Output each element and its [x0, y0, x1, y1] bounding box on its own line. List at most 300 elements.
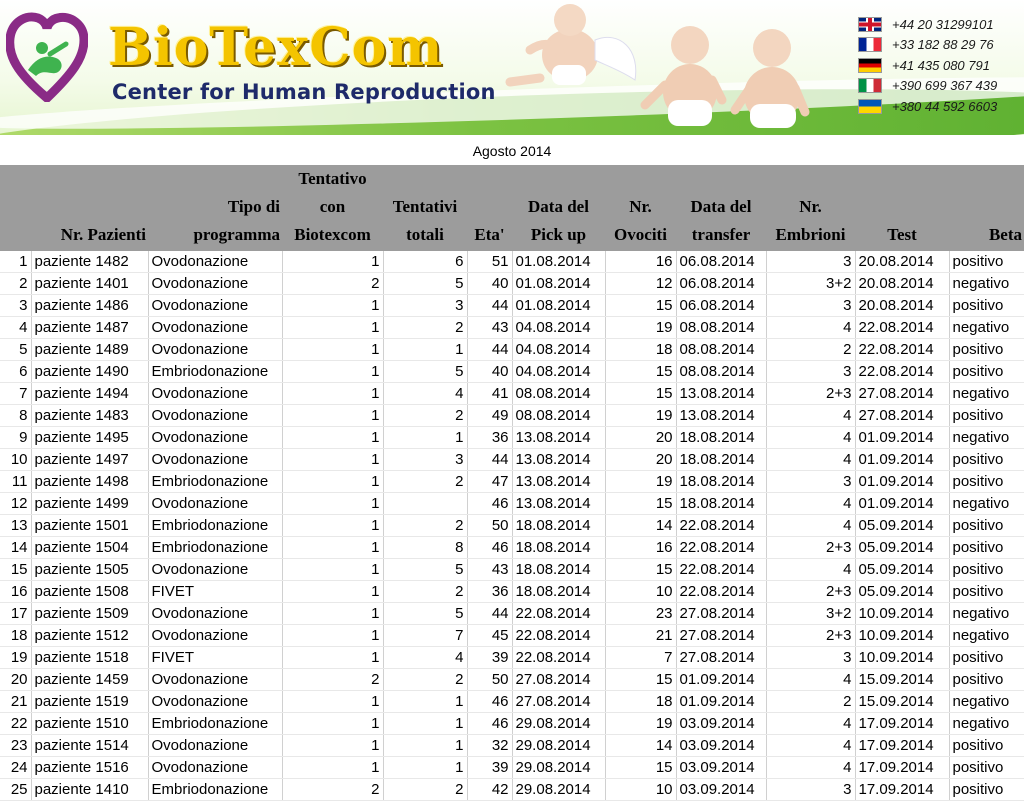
table-cell: 2+3 [766, 537, 855, 559]
phone-row[interactable] [858, 76, 997, 97]
table-cell: 36 [467, 427, 512, 449]
table-cell: 27.08.2014 [512, 691, 605, 713]
table-cell: 15 [605, 669, 676, 691]
table-cell: paziente 1490 [31, 361, 148, 383]
table-cell: 19 [605, 713, 676, 735]
table-cell: 03.09.2014 [676, 713, 766, 735]
table-cell: Ovodonazione [148, 691, 282, 713]
table-row [0, 625, 1024, 647]
table-cell: 5 [383, 273, 467, 295]
babies-illustration [500, 0, 840, 135]
table-cell: 1 [282, 493, 383, 515]
table-cell: 1 [282, 361, 383, 383]
table-cell: 41 [467, 383, 512, 405]
table-cell: 22.08.2014 [855, 361, 949, 383]
table-cell: 23 [605, 603, 676, 625]
table-cell: 20.08.2014 [855, 251, 949, 273]
table-cell: 18.08.2014 [512, 581, 605, 603]
table-cell: 40 [467, 273, 512, 295]
table-cell: paziente 1510 [31, 713, 148, 735]
italy-flag-icon [858, 78, 882, 93]
table-cell: 27.08.2014 [676, 625, 766, 647]
table-cell: paziente 1410 [31, 779, 148, 801]
table-cell: positivo [949, 515, 1024, 537]
table-row [0, 295, 1024, 317]
table-cell: 10.09.2014 [855, 625, 949, 647]
table-cell: 05.09.2014 [855, 559, 949, 581]
table-cell: 1 [282, 647, 383, 669]
table-cell: 19 [605, 405, 676, 427]
phone-row[interactable] [858, 35, 997, 56]
table-cell: FIVET [148, 581, 282, 603]
table-cell: paziente 1514 [31, 735, 148, 757]
table-cell: 1 [282, 559, 383, 581]
table-cell: 05.09.2014 [855, 581, 949, 603]
table-cell: negativo [949, 317, 1024, 339]
ukraine-flag-icon [858, 99, 882, 114]
results-table [0, 165, 1024, 801]
table-cell: 2 [383, 405, 467, 427]
table-cell: 22.08.2014 [512, 647, 605, 669]
table-row [0, 735, 1024, 757]
table-cell: 01.08.2014 [512, 273, 605, 295]
table-cell: 21 [605, 625, 676, 647]
table-cell: 12 [0, 493, 31, 515]
column-header: Nr. Pazienti [31, 165, 148, 251]
table-cell: 18.08.2014 [676, 471, 766, 493]
table-cell: 5 [383, 559, 467, 581]
table-cell: 1 [282, 625, 383, 647]
table-cell: 18 [605, 339, 676, 361]
table-row [0, 317, 1024, 339]
table-cell: 1 [282, 383, 383, 405]
table-cell: Ovodonazione [148, 603, 282, 625]
table-cell: Ovodonazione [148, 251, 282, 273]
column-header: Nr. Ovociti [605, 165, 676, 251]
table-cell: 13.08.2014 [512, 449, 605, 471]
table-cell: 17.09.2014 [855, 713, 949, 735]
table-cell: Ovodonazione [148, 735, 282, 757]
table-cell: paziente 1486 [31, 295, 148, 317]
table-cell: 01.09.2014 [855, 493, 949, 515]
table-cell: paziente 1501 [31, 515, 148, 537]
table-cell: 08.08.2014 [512, 405, 605, 427]
table-cell: Ovodonazione [148, 493, 282, 515]
table-cell: 47 [467, 471, 512, 493]
table-cell: 01.09.2014 [855, 427, 949, 449]
table-cell: 13.08.2014 [676, 405, 766, 427]
phone-number: +390 699 367 439 [892, 78, 998, 94]
table-cell: 20 [0, 669, 31, 691]
table-cell: 08.08.2014 [676, 361, 766, 383]
table-cell: 27.08.2014 [855, 405, 949, 427]
table-cell: 1 [383, 339, 467, 361]
table-row [0, 757, 1024, 779]
table-cell: Embriodonazione [148, 713, 282, 735]
table-cell: 15 [605, 493, 676, 515]
table-cell: 1 [282, 295, 383, 317]
table-cell: 2 [383, 515, 467, 537]
table-row [0, 273, 1024, 295]
table-cell: 14 [0, 537, 31, 559]
table-row [0, 471, 1024, 493]
table-cell: positivo [949, 449, 1024, 471]
table-cell: 1 [282, 251, 383, 273]
table-cell: 43 [467, 559, 512, 581]
table-cell: 1 [282, 735, 383, 757]
table-cell: 39 [467, 647, 512, 669]
table-cell: 15 [605, 757, 676, 779]
table-cell: 13.08.2014 [512, 471, 605, 493]
table-cell: 45 [467, 625, 512, 647]
table-cell: 18.08.2014 [512, 515, 605, 537]
table-cell: positivo [949, 537, 1024, 559]
table-cell: 20.08.2014 [855, 273, 949, 295]
table-cell: negativo [949, 427, 1024, 449]
table-cell: 01.09.2014 [676, 691, 766, 713]
table-row [0, 493, 1024, 515]
table-cell: 25 [0, 779, 31, 801]
table-cell: 22.08.2014 [676, 537, 766, 559]
table-cell: 2 [766, 339, 855, 361]
brand-name: BioTexCom [108, 17, 444, 78]
table-cell: 19 [605, 471, 676, 493]
table-cell: paziente 1494 [31, 383, 148, 405]
table-cell: 1 [383, 757, 467, 779]
table-cell: 6 [0, 361, 31, 383]
table-cell: 18.08.2014 [676, 493, 766, 515]
uk-flag-icon [858, 17, 882, 32]
table-cell: 29.08.2014 [512, 713, 605, 735]
column-header: Data del Pick up [512, 165, 605, 251]
phone-number: +41 435 080 791 [892, 57, 990, 73]
table-cell: 08.08.2014 [676, 339, 766, 361]
table-cell: negativo [949, 493, 1024, 515]
table-cell: 46 [467, 537, 512, 559]
column-header: Test [855, 165, 949, 251]
table-row [0, 339, 1024, 361]
table-row [0, 603, 1024, 625]
table-cell: positivo [949, 779, 1024, 801]
table-cell: positivo [949, 581, 1024, 603]
table-cell: 06.08.2014 [676, 273, 766, 295]
table-cell: 50 [467, 669, 512, 691]
table-cell: paziente 1459 [31, 669, 148, 691]
table-cell: 10 [0, 449, 31, 471]
table-cell: positivo [949, 471, 1024, 493]
column-header: Beta [949, 165, 1024, 251]
table-cell: 1 [383, 713, 467, 735]
table-cell: 11 [0, 471, 31, 493]
table-cell: paziente 1497 [31, 449, 148, 471]
table-cell: Embriodonazione [148, 779, 282, 801]
table-cell: 2 [0, 273, 31, 295]
table-cell: 3 [383, 449, 467, 471]
table-row [0, 559, 1024, 581]
table-cell: paziente 1508 [31, 581, 148, 603]
table-cell: 7 [605, 647, 676, 669]
table-cell: 21 [0, 691, 31, 713]
table-cell: 10 [605, 581, 676, 603]
table-cell: 2 [282, 779, 383, 801]
table-cell: 06.08.2014 [676, 295, 766, 317]
table-cell: 42 [467, 779, 512, 801]
table-row [0, 515, 1024, 537]
table-cell: 01.09.2014 [676, 669, 766, 691]
phone-list [858, 14, 997, 117]
table-cell: 7 [0, 383, 31, 405]
table-cell: 6 [383, 251, 467, 273]
table-cell: 18.08.2014 [512, 559, 605, 581]
table-cell: 2 [383, 669, 467, 691]
table-cell: 4 [766, 449, 855, 471]
table-cell: 2 [282, 669, 383, 691]
table-cell: 15 [605, 383, 676, 405]
table-cell: 08.08.2014 [676, 317, 766, 339]
table-cell: 22.08.2014 [512, 625, 605, 647]
brand-tagline: Center for Human Reproduction [112, 80, 496, 104]
table-cell: 27.08.2014 [676, 603, 766, 625]
table-cell: 2+3 [766, 581, 855, 603]
table-cell: 14 [605, 515, 676, 537]
phone-row[interactable] [858, 96, 997, 117]
table-cell: Ovodonazione [148, 449, 282, 471]
table-cell: negativo [949, 713, 1024, 735]
table-cell: 1 [282, 515, 383, 537]
table-cell: 15.09.2014 [855, 669, 949, 691]
phone-number: +44 20 31299101 [892, 16, 994, 32]
table-cell: positivo [949, 361, 1024, 383]
column-header: Tentativi totali [383, 165, 467, 251]
germany-flag-icon [858, 58, 882, 73]
table-cell: 04.08.2014 [512, 317, 605, 339]
table-cell: 18 [0, 625, 31, 647]
table-cell: 2 [282, 273, 383, 295]
phone-row[interactable] [858, 55, 997, 76]
table-cell: 1 [282, 449, 383, 471]
table-cell [383, 493, 467, 515]
table-cell: 10.09.2014 [855, 603, 949, 625]
table-cell: 1 [282, 537, 383, 559]
table-cell: positivo [949, 669, 1024, 691]
table-cell: 32 [467, 735, 512, 757]
table-cell: 1 [282, 757, 383, 779]
table-cell: 27.08.2014 [512, 669, 605, 691]
table-cell: 22.08.2014 [855, 339, 949, 361]
table-cell: Ovodonazione [148, 383, 282, 405]
table-cell: 1 [282, 581, 383, 603]
table-cell: 15 [0, 559, 31, 581]
table-cell: 18.08.2014 [512, 537, 605, 559]
table-cell: 4 [383, 383, 467, 405]
header-banner [0, 0, 1024, 135]
table-cell: 3 [766, 647, 855, 669]
table-cell: positivo [949, 295, 1024, 317]
table-cell: 44 [467, 295, 512, 317]
table-cell: 5 [383, 603, 467, 625]
table-cell: Ovodonazione [148, 295, 282, 317]
table-cell: paziente 1487 [31, 317, 148, 339]
table-cell: 3 [0, 295, 31, 317]
table-cell: 51 [467, 251, 512, 273]
table-cell: paziente 1489 [31, 339, 148, 361]
table-cell: 3+2 [766, 273, 855, 295]
table-cell: positivo [949, 757, 1024, 779]
table-cell: 18.08.2014 [676, 449, 766, 471]
table-row [0, 537, 1024, 559]
table-cell: paziente 1505 [31, 559, 148, 581]
table-cell: 2 [766, 691, 855, 713]
table-cell: Ovodonazione [148, 669, 282, 691]
table-cell: 27.08.2014 [676, 647, 766, 669]
table-cell: 2+3 [766, 625, 855, 647]
table-cell: 3 [766, 779, 855, 801]
table-cell: 22.08.2014 [676, 515, 766, 537]
table-cell: 15 [605, 361, 676, 383]
table-cell: 01.08.2014 [512, 295, 605, 317]
table-row [0, 361, 1024, 383]
table-cell: 13.08.2014 [512, 493, 605, 515]
table-cell: 22.08.2014 [676, 581, 766, 603]
table-cell: 16 [605, 251, 676, 273]
table-cell: 12 [605, 273, 676, 295]
table-cell: 2+3 [766, 383, 855, 405]
table-cell: negativo [949, 603, 1024, 625]
table-cell: 04.08.2014 [512, 361, 605, 383]
table-cell: 13 [0, 515, 31, 537]
table-cell: Embriodonazione [148, 515, 282, 537]
table-cell: 16 [605, 537, 676, 559]
table-cell: 4 [766, 317, 855, 339]
column-header: Data del transfer [676, 165, 766, 251]
table-cell: 15.09.2014 [855, 691, 949, 713]
table-cell: positivo [949, 735, 1024, 757]
table-cell: paziente 1519 [31, 691, 148, 713]
table-cell: Ovodonazione [148, 559, 282, 581]
table-cell: 39 [467, 757, 512, 779]
table-cell: 44 [467, 449, 512, 471]
table-cell: 4 [766, 515, 855, 537]
table-cell: 16 [0, 581, 31, 603]
table-cell: 2 [383, 779, 467, 801]
table-cell: 4 [766, 713, 855, 735]
table-cell: 15 [605, 295, 676, 317]
column-header: Nr. Embrioni [766, 165, 855, 251]
table-cell: 5 [383, 361, 467, 383]
table-cell: paziente 1483 [31, 405, 148, 427]
table-cell: 19 [605, 317, 676, 339]
table-cell: 14 [605, 735, 676, 757]
table-cell: paziente 1512 [31, 625, 148, 647]
table-cell: 50 [467, 515, 512, 537]
table-cell: 01.09.2014 [855, 449, 949, 471]
table-cell: paziente 1401 [31, 273, 148, 295]
table-cell: 4 [766, 493, 855, 515]
table-cell: 13.08.2014 [512, 427, 605, 449]
table-cell: 3+2 [766, 603, 855, 625]
table-cell: 23 [0, 735, 31, 757]
table-cell: 4 [0, 317, 31, 339]
table-cell: 1 [282, 471, 383, 493]
table-cell: paziente 1498 [31, 471, 148, 493]
table-cell: 40 [467, 361, 512, 383]
table-cell: 46 [467, 713, 512, 735]
table-cell: 22 [0, 713, 31, 735]
table-cell: 18.08.2014 [676, 427, 766, 449]
table-cell: 1 [383, 735, 467, 757]
column-header [0, 165, 31, 251]
table-cell: 1 [282, 691, 383, 713]
table-cell: Ovodonazione [148, 625, 282, 647]
table-cell: 1 [282, 317, 383, 339]
table-cell: 9 [0, 427, 31, 449]
table-cell: 4 [766, 757, 855, 779]
france-flag-icon [858, 37, 882, 52]
table-cell: 05.09.2014 [855, 515, 949, 537]
table-row [0, 449, 1024, 471]
table-cell: 1 [383, 427, 467, 449]
table-cell: 22.08.2014 [512, 603, 605, 625]
table-cell: 20 [605, 449, 676, 471]
table-cell: paziente 1509 [31, 603, 148, 625]
table-cell: 13.08.2014 [676, 383, 766, 405]
table-cell: 29.08.2014 [512, 735, 605, 757]
table-row [0, 713, 1024, 735]
table-cell: 17.09.2014 [855, 757, 949, 779]
table-cell: 01.09.2014 [855, 471, 949, 493]
table-cell: 24 [0, 757, 31, 779]
table-row [0, 669, 1024, 691]
table-cell: 46 [467, 493, 512, 515]
table-cell: positivo [949, 647, 1024, 669]
table-cell: negativo [949, 691, 1024, 713]
table-cell: Ovodonazione [148, 427, 282, 449]
table-cell: 20.08.2014 [855, 295, 949, 317]
table-cell: 3 [766, 471, 855, 493]
table-row [0, 405, 1024, 427]
table-cell: 03.09.2014 [676, 735, 766, 757]
table-cell: Embriodonazione [148, 471, 282, 493]
table-cell: 04.08.2014 [512, 339, 605, 361]
phone-row[interactable] [858, 14, 997, 35]
table-cell: 4 [766, 669, 855, 691]
table-cell: 36 [467, 581, 512, 603]
table-row [0, 691, 1024, 713]
table-cell: 01.08.2014 [512, 251, 605, 273]
table-row [0, 779, 1024, 801]
table-cell: 10.09.2014 [855, 647, 949, 669]
table-cell: 08.08.2014 [512, 383, 605, 405]
table-cell: 3 [766, 361, 855, 383]
table-cell: 06.08.2014 [676, 251, 766, 273]
table-cell: 1 [282, 603, 383, 625]
table-cell: 4 [766, 427, 855, 449]
table-cell: 15 [605, 559, 676, 581]
table-cell: 44 [467, 339, 512, 361]
table-cell: 22.08.2014 [676, 559, 766, 581]
month-title: Agosto 2014 [472, 143, 552, 159]
table-cell: negativo [949, 273, 1024, 295]
phone-number: +33 182 88 29 76 [892, 37, 994, 53]
column-header: Eta' [467, 165, 512, 251]
table-cell: 7 [383, 625, 467, 647]
table-cell: 29.08.2014 [512, 779, 605, 801]
table-cell: Embriodonazione [148, 361, 282, 383]
table-cell: 1 [282, 405, 383, 427]
column-header: Tipo di programma [148, 165, 282, 251]
table-cell: 18 [605, 691, 676, 713]
table-cell: 4 [766, 559, 855, 581]
